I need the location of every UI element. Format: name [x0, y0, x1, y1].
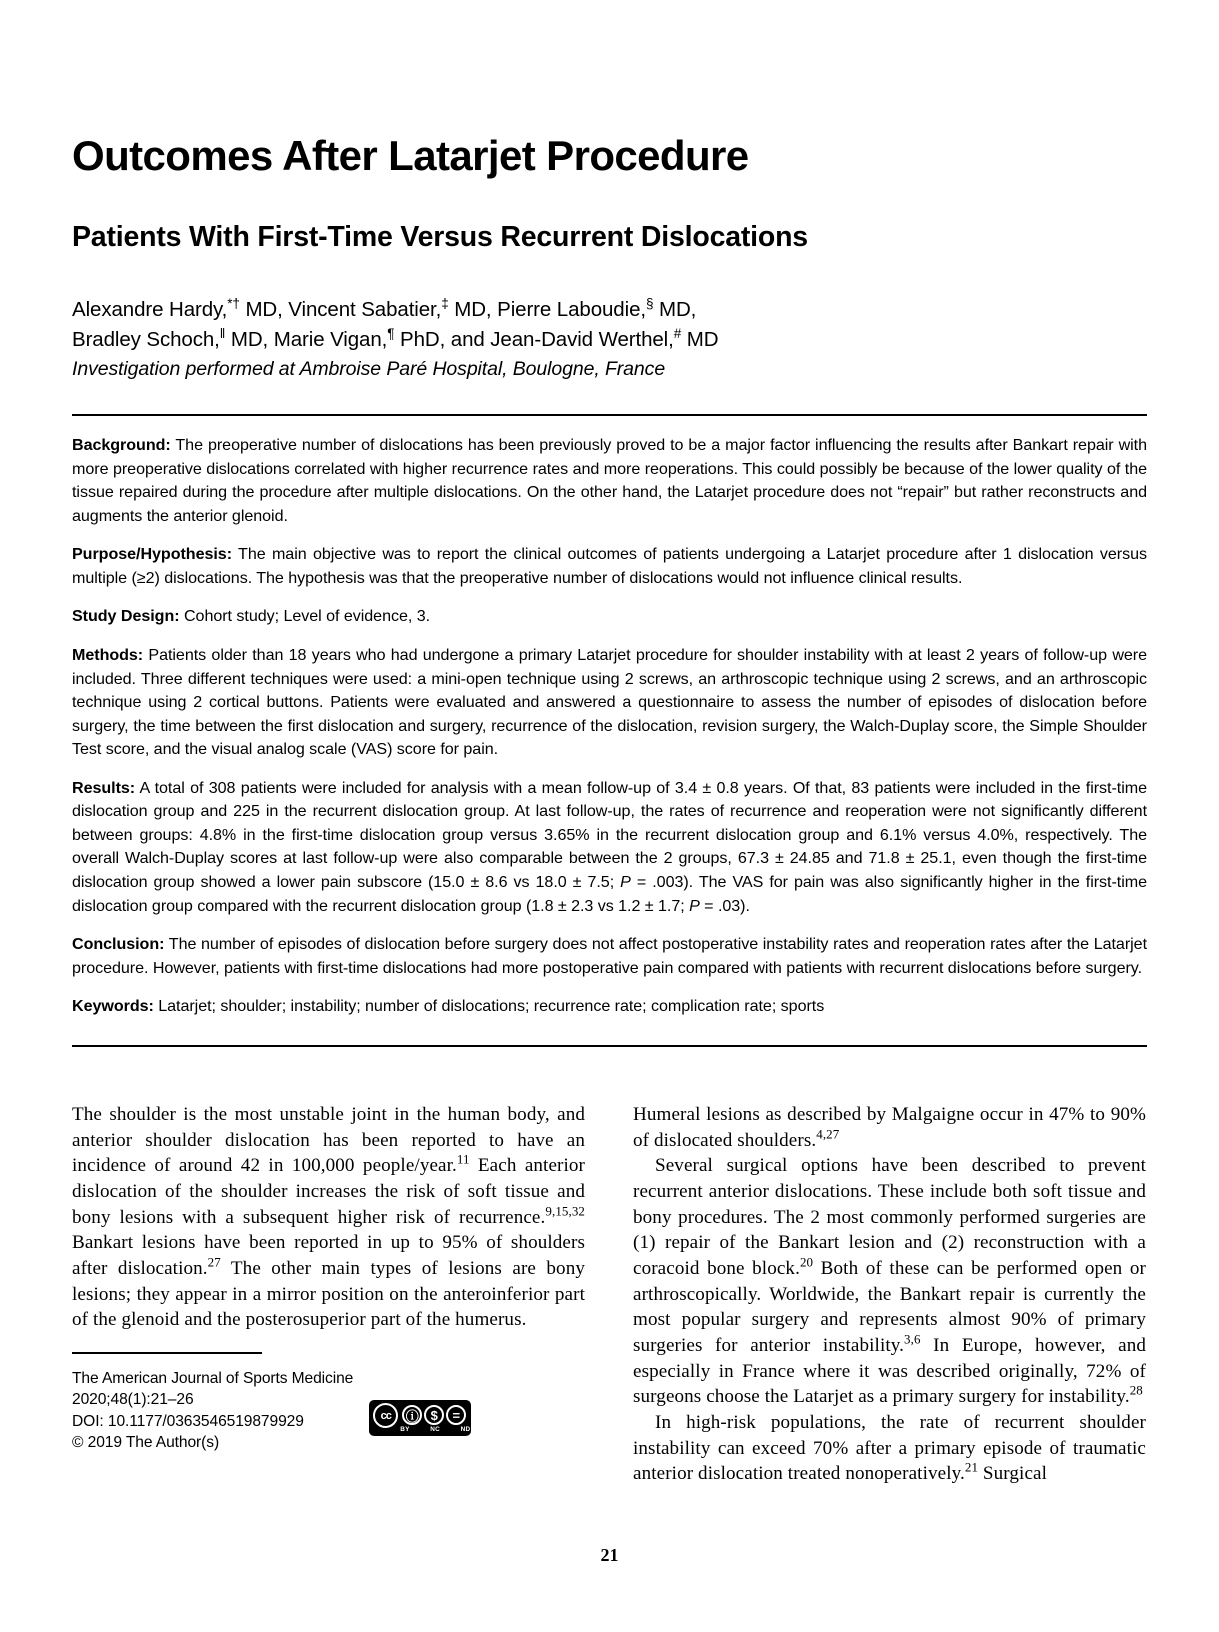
citation-marker: 3,6	[904, 1331, 921, 1347]
body-text: Each anterior dislocation of the shoulder increases the risk of soft tissue and bony lesions with a subsequent higher risk of recurrence.	[72, 1155, 585, 1228]
cc-by-icon: ⓘ	[402, 1405, 422, 1425]
abstract-methods-label: Methods:	[72, 645, 144, 664]
body-columns	[72, 1102, 1147, 1487]
abstract-background	[72, 434, 1147, 528]
author-line-2-part-d: MD	[681, 327, 719, 351]
author-line-2-part-a: Bradley Schoch,	[72, 327, 220, 351]
abstract-purpose-text: The main objective was to report the clinical outcomes of patients undergoing a Latarjet procedure after 1 dislocation versus multiple (≥2) dislocations. The hypothesis was that the preoperative number of dislocations would not influence clinical results.	[72, 545, 1147, 587]
abstract-methods-text: Patients older than 18 years who had undergone a primary Latarjet procedure for shoulder instability with at least 2 years of follow-up were included. Three different techniques were used: a mini-open technique using 2 screws, an arthroscopic technique using 2 screws, and an arthroscopic technique using 2 cortical buttons. Patients were evaluated and answered a questionnaire to assess the number of episodes of dislocation before surgery, the time between the first dislocation and surgery, recurrence of the dislocation, revision surgery, the Walch-Duplay score, the Simple Shoulder Test score, and the visual analog scale (VAS) score for pain.	[72, 645, 1147, 759]
abstract-results-text-2: = .003). The VAS for pain was also significantly higher in the first-time dislocation group compared with the recurrent dislocation group (1.8 ± 2.3 vs 1.2 ± 1.7;	[72, 873, 1147, 915]
abstract-results-text-3: = .03).	[699, 896, 750, 915]
cc-nc-icon: $	[424, 1405, 444, 1425]
body-paragraph	[72, 1102, 585, 1333]
author-list	[72, 253, 1147, 353]
abstract-conclusion	[72, 933, 1147, 980]
abstract-results-text-1: A total of 308 patients were included for analysis with a mean follow-up of 3.4 ± 0.8 years. Of that, 83 patients were included in the first-time dislocation group and 225 in the recurrent dislocation group. At last follow-up, the rates of recurrence and reoperation were not significantly different between groups: 4.8% in the first-time dislocation group versus 3.65% in the recurrent dislocation group and 6.1% versus 4.0%, respectively. The overall Walch-Duplay scores at last follow-up were also comparable between the 2 groups, 67.3 ± 24.85 and 71.8 ± 25.1, even though the first-time dislocation group showed a lower pain subscore (15.0 ± 8.6 vs 18.0 ± 7.5;	[72, 778, 1147, 891]
body-paragraph	[633, 1102, 1146, 1153]
cc-logo-icon: cc	[373, 1403, 398, 1428]
abstract-results-pvalue-1: P	[620, 873, 631, 891]
body-text: The other main types of lesions are bony lesions; they appear in a mirror position on the anteroinferior part of the glenoid and the posterosuperior part of the humerus.	[72, 1258, 585, 1331]
journal-doi[interactable]: DOI: 10.1177/0363546519879929	[72, 1412, 304, 1430]
page-number: 21	[600, 1545, 619, 1565]
author-line-1-part-d: MD,	[653, 298, 697, 322]
body-paragraph	[633, 1153, 1146, 1410]
cc-tag-by: BY	[400, 1426, 410, 1433]
abstract-purpose-label: Purpose/Hypothesis:	[72, 545, 233, 564]
citation-marker: 20	[799, 1254, 814, 1270]
author-line-2-part-c: PhD, and Jean-David Werthel,	[394, 327, 674, 351]
abstract-keywords-label: Keywords:	[72, 997, 154, 1016]
page-title: Outcomes After Latarjet Procedure	[72, 132, 749, 179]
journal-footer	[72, 1352, 585, 1453]
page-subtitle: Patients With First-Time Versus Recurrent Dislocations	[72, 221, 808, 254]
author-line-1-part-b: MD, Vincent Sabatier,	[239, 298, 442, 322]
author-line-1-part-c: MD, Pierre Laboudie,	[448, 298, 646, 322]
body-text: Bankart lesions have been reported in up to 95% of shoulders after dislocation.	[72, 1232, 585, 1280]
creative-commons-license-icon[interactable]	[369, 1400, 471, 1436]
body-text: Several surgical options have been described to prevent recurrent anterior dislocations. These include both soft tissue and bony procedures. The 2 most commonly performed surgeries are (1) repair of the Bankart lesion and (2) reconstruction with a coracoid bone block.	[633, 1155, 1146, 1280]
citation-marker: 11	[456, 1151, 470, 1167]
citation-marker: 28	[1129, 1383, 1143, 1399]
cc-tag-nd: ND	[460, 1426, 471, 1433]
author-line-2-part-b: MD, Marie Vigan,	[225, 327, 388, 351]
abstract-bottom-rule	[72, 1045, 1147, 1047]
abstract-study-design-label: Study Design:	[72, 607, 180, 626]
abstract-section	[72, 416, 1147, 1019]
abstract-methods	[72, 644, 1147, 762]
citation-marker: 21	[964, 1460, 979, 1476]
author-affil-marker: ‡	[441, 296, 449, 312]
footer-text	[72, 1368, 353, 1453]
abstract-purpose	[72, 543, 1147, 590]
journal-citation: 2020;48(1):21–26	[72, 1391, 194, 1409]
cc-nd-icon: =	[446, 1405, 466, 1425]
copyright-notice: © 2019 The Author(s)	[72, 1434, 220, 1452]
abstract-keywords	[72, 995, 1147, 1019]
abstract-keywords-text: Latarjet; shoulder; instability; number of dislocations; recurrence rate; complication rate; sports	[153, 997, 825, 1016]
body-text: In high-risk populations, the rate of recurrent shoulder instability can exceed 70% after a primary episode of traumatic anterior dislocation treated nonoperatively.	[633, 1412, 1146, 1485]
abstract-conclusion-label: Conclusion:	[72, 935, 165, 954]
footnote-rule	[72, 1352, 262, 1354]
body-column-right	[633, 1102, 1146, 1487]
body-text: Surgical	[978, 1463, 1048, 1485]
abstract-results	[72, 777, 1147, 918]
author-affil-marker: #	[673, 325, 682, 341]
abstract-results-label: Results:	[72, 778, 136, 797]
author-affil-marker: §	[645, 296, 654, 312]
abstract-background-text: The preoperative number of dislocations has been previously proved to be a major factor influencing the results after Bankart repair with more preoperative dislocations correlated with higher recurrence rates and more reoperations. This could possibly be because of the lower quality of the tissue repaired during the procedure after multiple dislocations. On the other hand, the Latarjet procedure does not “repair” but rather reconstructs and augments the anterior glenoid.	[72, 436, 1147, 525]
body-paragraph	[633, 1410, 1146, 1487]
citation-marker: 27	[207, 1254, 221, 1270]
journal-name: The American Journal of Sports Medicine	[72, 1370, 354, 1387]
cc-tag-nc: NC	[430, 1426, 440, 1433]
article-head	[72, 0, 1147, 1047]
body-column-left	[72, 1102, 585, 1487]
author-affil-marker: *†	[227, 296, 240, 312]
cc-tags	[400, 1426, 470, 1433]
body-text: The shoulder is the most unstable joint in the human body, and anterior shoulder dislocation has been reported to have an incidence of around 42 in 100,000 people/year.	[72, 1104, 585, 1177]
footer-wrap	[72, 1368, 585, 1453]
abstract-study-design-text: Cohort study; Level of evidence, 3.	[179, 607, 431, 626]
body-text: Humeral lesions as described by Malgaigne occur in 47% to 90% of dislocated shoulders.	[633, 1104, 1146, 1151]
abstract-conclusion-text: The number of episodes of dislocation before surgery does not affect postoperative instability rates and reoperation rates after the Latarjet procedure. However, patients with first-time dislocations had more postoperative pain compared with patients with recurrent dislocations before surgery.	[72, 935, 1147, 977]
investigation-statement: Investigation performed at Ambroise Paré Hospital, Boulogne, France	[72, 357, 666, 380]
author-affil-marker: ¶	[387, 325, 395, 341]
abstract-results-pvalue-2: P	[689, 896, 700, 915]
abstract-study-design	[72, 605, 1147, 629]
author-affil-marker: ‖	[219, 325, 226, 341]
body-text: In Europe, however, and especially in France where it was described originally, 72% of surgeons choose the Latarjet as a primary surgery for instability.	[633, 1335, 1146, 1408]
body-text: Both of these can be performed open or arthroscopically. Worldwide, the Bankart repair is currently the most popular surgery and represents almost 90% of primary surgeries for anterior instability.	[633, 1258, 1146, 1357]
citation-marker: 4,27	[816, 1126, 840, 1142]
author-line-1-part-a: Alexandre Hardy,	[72, 298, 228, 322]
citation-marker: 9,15,32	[545, 1203, 585, 1219]
abstract-background-label: Background:	[72, 436, 171, 454]
